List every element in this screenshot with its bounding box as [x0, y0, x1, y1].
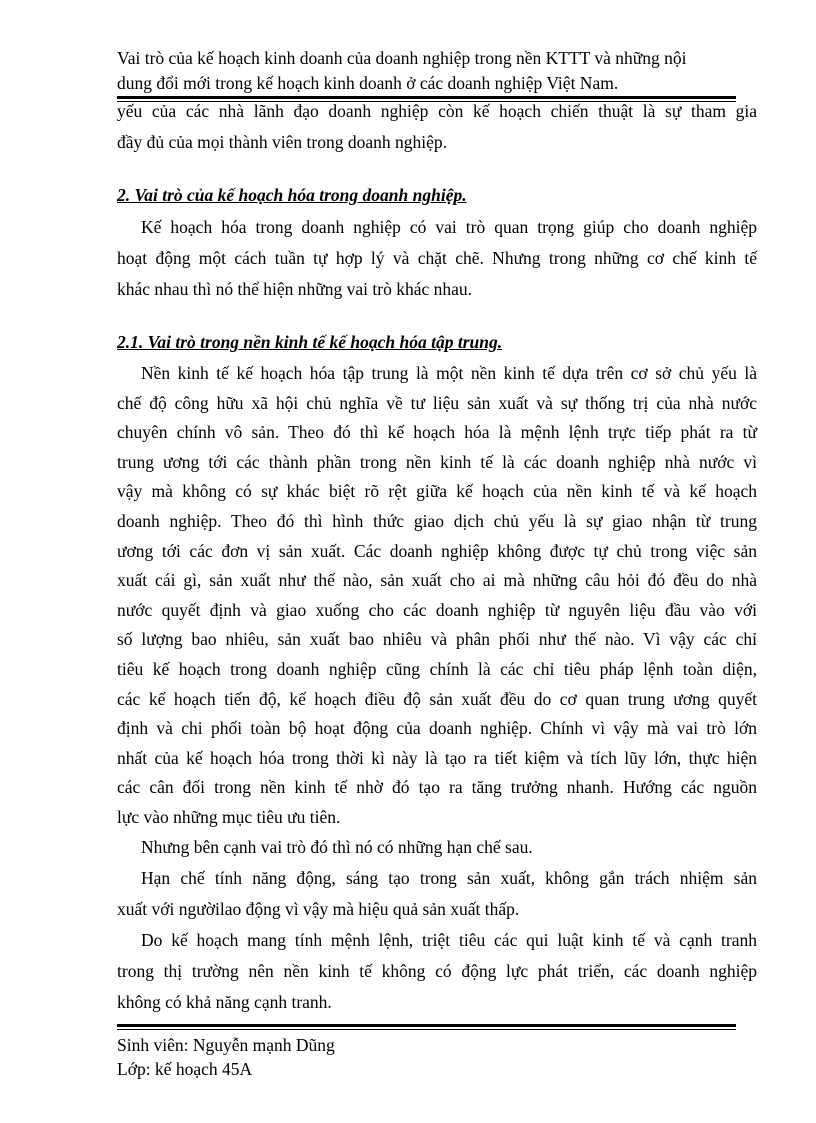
section-2-heading-text: 2. Vai trò của kế hoạch hóa trong doanh nghiệp.: [117, 185, 467, 205]
section-2-1-heading-text: 2.1. Vai trò trong nền kinh tế kế hoạch hóa tập trung.: [117, 332, 503, 352]
section-2-1-para-line-4: trung ương tới các thành phần trong nền kinh tế là các doanh nghiệp nhà nước vì: [117, 451, 757, 472]
limit-1-line-1: Hạn chế tính năng động, sáng tạo trong sản xuất, không gắn trách nhiệm sản: [141, 867, 757, 888]
section-2-1-heading: [117, 327, 757, 358]
continuation-line-2: đầy đủ của mọi thành viên trong doanh nghiệp.: [117, 132, 447, 152]
footer-divider: [117, 1024, 736, 1030]
section-2-para-line-2: hoạt động một cách tuần tự hợp lý và chặt chẽ. Nhưng trong những cơ chế kinh tế: [117, 248, 757, 268]
header-line-2: dung đổi mới trong kế hoạch kinh doanh ở các doanh nghiệp Việt Nam.: [117, 73, 619, 93]
section-2-1-para-line-14: nhất của kế hoạch hóa trong thời kì này là tạo ra tiết kiệm và tích lũy lớn, thực hiện: [117, 747, 757, 768]
page-header: [117, 46, 737, 96]
section-2-1-para-line-10: số lượng bao nhiêu, sản xuất bao nhiêu và phân phối như thế nào. Vì vậy các chỉ: [117, 629, 757, 650]
section-2-1-para-line-9: nước quyết định và giao xuống cho các doanh nghiệp từ nguyên liệu đầu vào với: [117, 599, 757, 620]
header-line-1: Vai trò của kế hoạch kinh doanh của doanh nghiệp trong nền KTTT và những nội: [117, 48, 687, 68]
section-2-1-para-line-5: vậy mà không có sự khác biệt rõ rệt giữa kế hoạch của nền kinh tế và kế hoạch: [117, 481, 757, 502]
page-footer: [117, 1033, 335, 1081]
section-2-1-para-line-16: lực vào những mục tiêu ưu tiên.: [117, 807, 341, 827]
section-2-1-para-line-13: định và chi phối toàn bộ hoạt động của doanh nghiệp. Chính vì vậy mà vai trò lớn: [117, 718, 757, 739]
section-2-1-para-line-8: xuất cái gì, sản xuất như thế nào, sản xuất cho ai mà những câu hỏi đó đều do nhà: [117, 570, 757, 591]
limit-1-line-2: xuất với ngườilao động vì vậy mà hiệu quả sản xuất thấp.: [117, 898, 520, 919]
section-2-1-para-line-3: chuyên chính vô sản. Theo đó thì kế hoạch hóa là mệnh lệnh trực tiếp phát ra từ: [117, 422, 757, 443]
section-2-1-para-line-12: các kế hoạch tiến độ, kế hoạch điều độ sản xuất đều do cơ quan trung ương quyết: [117, 688, 757, 709]
limit-2-line-2: trong thị trường nên nền kinh tế không có động lực phát triển, các doanh nghiệp: [117, 960, 757, 981]
limit-2-line-3: không có khả năng cạnh tranh.: [117, 991, 332, 1012]
footer-class: Lớp: kế hoạch 45A: [117, 1059, 253, 1079]
section-2-para-line-3: khác nhau thì nó thể hiện những vai trò khác nhau.: [117, 279, 473, 299]
section-2-1-para-line-15: các cân đối trong nền kinh tế nhờ đó tạo ra tăng trưởng nhanh. Hướng các nguồn: [117, 777, 757, 798]
section-2-heading: [117, 180, 757, 211]
limits-intro: Nhưng bên cạnh vai trò đó thì nó có những hạn chế sau.: [141, 836, 533, 857]
section-2-1-para-line-7: ương tới các đơn vị sản xuất. Các doanh nghiệp không được tự chủ trong việc sản: [117, 540, 757, 561]
section-2-1-para-line-11: tiêu kế hoạch trong doanh nghiệp cũng chính là các chỉ tiêu pháp lệnh toàn diện,: [117, 659, 757, 679]
section-2-1-para-line-1: Nền kinh tế kế hoạch hóa tập trung là một nền kinh tế dựa trên cơ sở chủ yếu là: [141, 363, 757, 383]
section-2-1-para-line-6: doanh nghiệp. Theo đó thì hình thức giao dịch chủ yếu là sự giao nhận từ trung: [117, 511, 757, 531]
footer-student: Sinh viên: Nguyễn mạnh Dũng: [117, 1035, 335, 1055]
continuation-line-1: yếu của các nhà lãnh đạo doanh nghiệp còn kế hoạch chiến thuật là sự tham gia: [117, 101, 757, 121]
section-2-para-line-1: Kế hoạch hóa trong doanh nghiệp có vai trò quan trọng giúp cho doanh nghiệp: [141, 217, 757, 237]
limit-2-line-1: Do kế hoạch mang tính mệnh lệnh, triệt tiêu các qui luật kinh tế và cạnh tranh: [141, 929, 757, 950]
section-2-1-para-line-2: chế độ công hữu xã hội chủ nghĩa về tư liệu sản xuất và sự thống trị của nhà nước: [117, 392, 757, 413]
